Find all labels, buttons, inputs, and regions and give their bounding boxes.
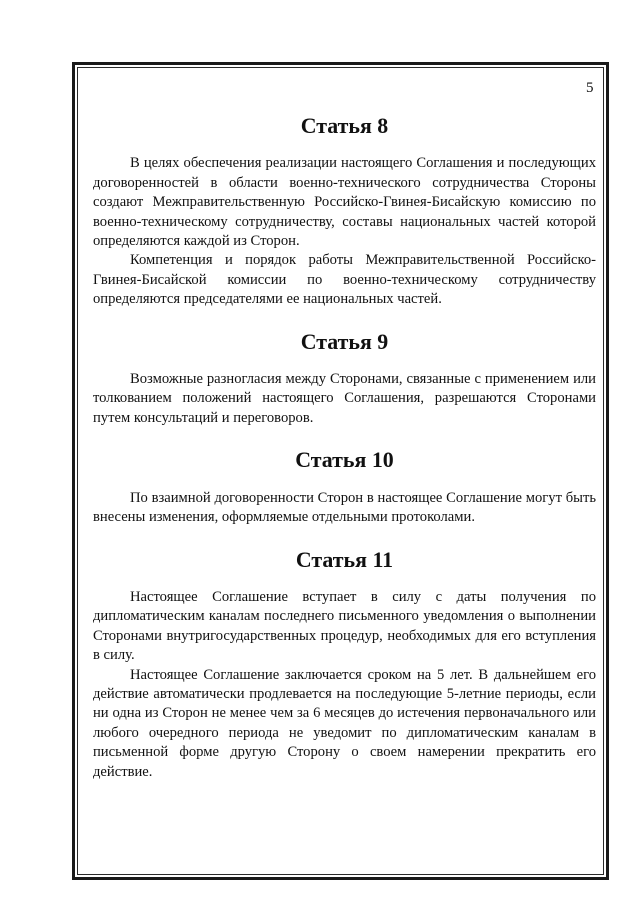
article-9 — [93, 328, 596, 429]
article-paragraph: Возможные разногласия между Сторонами, связанные с применением или толкованием положений настоящего Соглашения, разрешаются Сторонами путем консультаций и переговоров. — [93, 371, 596, 426]
page-number: 5 — [586, 80, 594, 96]
document-body — [93, 113, 596, 782]
article-paragraph: Настоящее Соглашение вступает в силу с даты получения по дипломатическим каналам последнего письменного уведомления о выполнении Сторонами внутригосударственных процедур, необходимых для его вступления в силу. — [93, 588, 596, 664]
article-8 — [93, 113, 596, 310]
article-11 — [93, 546, 596, 782]
article-heading: Статья 8 — [300, 113, 389, 138]
article-heading: Статья 9 — [300, 328, 389, 354]
article-heading: Статья 10 — [295, 447, 394, 473]
article-heading: Статья 11 — [295, 546, 394, 572]
article-paragraph: В целях обеспечения реализации настоящего Соглашения и последующих договоренностей в области военно-технического сотрудничества Стороны создают Межправительственную Российско-Гвинея-Бисайскую комиссию по военно-техническому сотрудничеству, составы национальных частей которой определяются каждой из Сторон. — [93, 155, 596, 250]
article-10 — [93, 447, 596, 527]
article-paragraph: По взаимной договоренности Сторон в настоящее Соглашение могут быть внесены изменения, оформляемые отдельными протоколами. — [93, 489, 596, 526]
article-paragraph: Настоящее Соглашение заключается сроком на 5 лет. В дальнейшем его действие автоматически продлевается на последующие 5-летние периоды, если ни одна из Сторон не менее чем за 6 месяцев до истечения первоначального или любого очередного периода не уведомит по дипломатическим каналам в письменной форме другую Сторону о своем намерении прекратить его действие. — [93, 666, 596, 780]
article-paragraph: Компетенция и порядок работы Межправительственной Российско-Гвинея-Бисайской комиссии по военно-техническому сотрудничеству определяются председателями ее национальных частей. — [93, 252, 596, 308]
